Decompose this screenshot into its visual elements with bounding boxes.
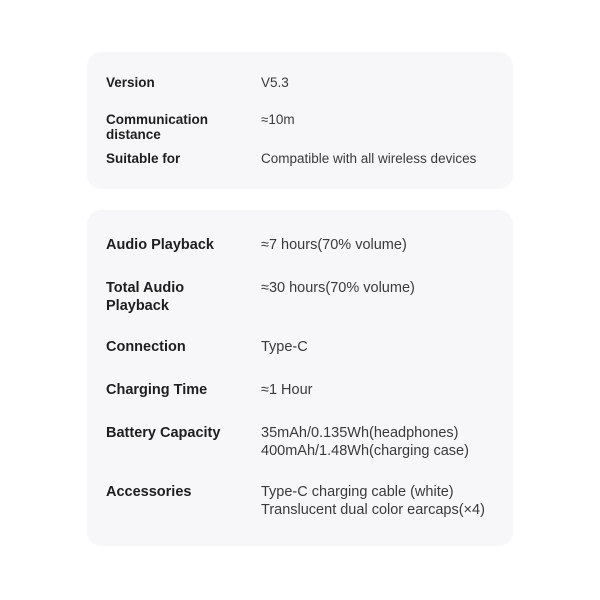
spec-value-multiline — [261, 484, 503, 519]
spec-value: Type-C — [261, 339, 308, 355]
spec-label: Accessories — [106, 484, 192, 500]
spec-value: ≈30 hours(70% volume) — [261, 280, 415, 296]
spec-label: Audio Playback — [106, 237, 214, 253]
battery-specs-card — [87, 210, 513, 546]
spec-value: Compatible with all wireless devices — [261, 151, 477, 166]
spec-value: ≈10m — [261, 112, 295, 127]
spec-value-line: 35mAh/0.135Wh(headphones) — [261, 425, 459, 441]
spec-value-multiline — [261, 425, 503, 460]
spec-label: Suitable for — [106, 151, 181, 166]
spec-value: V5.3 — [261, 75, 289, 90]
spec-value-line: Type-C charging cable (white) — [261, 484, 454, 500]
spec-value: ≈7 hours(70% volume) — [261, 237, 407, 253]
spec-label: Total Audio Playback — [106, 280, 185, 314]
spec-value-line: Translucent dual color earcaps(×4) — [261, 501, 485, 518]
spec-value-line: 400mAh/1.48Wh(charging case) — [261, 442, 469, 459]
spec-label: Charging Time — [106, 382, 208, 398]
basic-specs-card — [87, 52, 513, 189]
spec-label: Connection — [106, 339, 186, 355]
spec-label: Version — [106, 75, 155, 90]
spec-label: Battery Capacity — [106, 425, 221, 441]
spec-value: ≈1 Hour — [261, 382, 313, 398]
spec-label: Communication distance — [106, 112, 209, 142]
